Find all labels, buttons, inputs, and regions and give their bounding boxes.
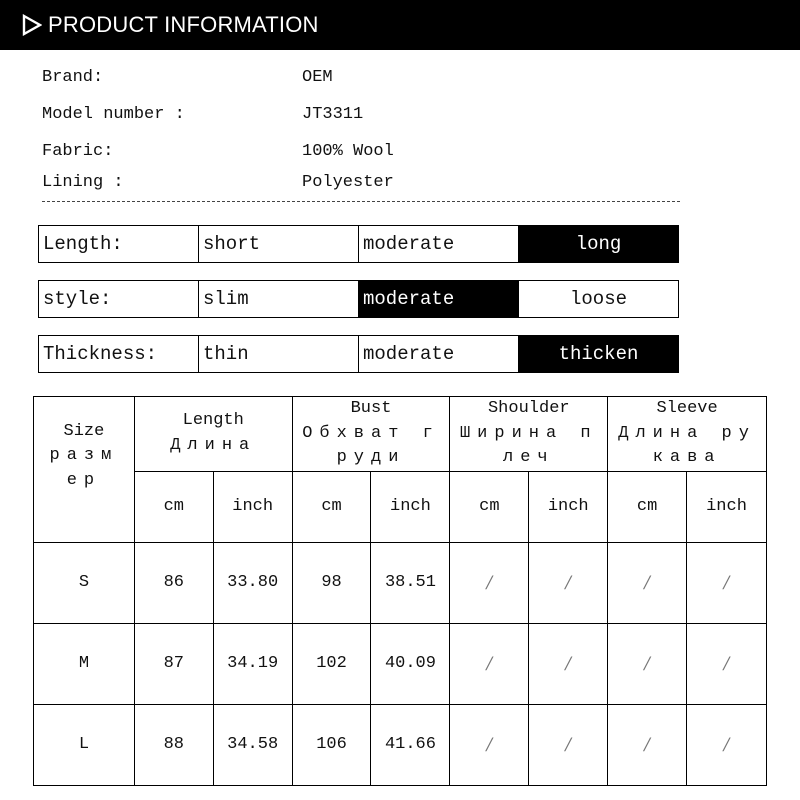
group-header-en: Length (182, 411, 244, 431)
value-cell: 41.66 (371, 704, 450, 785)
size-header-en: Size (63, 421, 105, 441)
info-label: Model number : (42, 105, 185, 124)
attribute-label: style: (39, 281, 199, 317)
attribute-row-style (38, 280, 679, 318)
attribute-option: slim (199, 281, 359, 317)
value-cell: 38.51 (371, 542, 450, 623)
group-header-en: Shoulder (487, 399, 570, 418)
value-cell: / (450, 704, 529, 785)
group-header-ru: леч (503, 448, 555, 468)
value-cell: / (687, 542, 767, 623)
header-bar (0, 0, 800, 50)
size-cell: L (34, 704, 135, 785)
value-cell: 106 (292, 704, 371, 785)
play-triangle-icon (22, 14, 42, 36)
info-label: Brand: (42, 68, 104, 87)
group-header-en: Bust (350, 399, 392, 418)
group-header-ru: Длина ру (618, 423, 756, 443)
value-cell: / (529, 704, 608, 785)
group-header-ru: Обхват г (302, 423, 440, 443)
value-cell: 87 (134, 623, 213, 704)
value-cell: 34.19 (213, 623, 292, 704)
value-cell: / (608, 623, 687, 704)
attribute-row-thickness (38, 335, 679, 373)
info-value: Polyester (302, 173, 394, 192)
attribute-option-selected: moderate (359, 281, 519, 317)
value-cell: / (450, 623, 529, 704)
size-chart-table (33, 396, 767, 786)
value-cell: / (687, 704, 767, 785)
unit-cell: inch (687, 471, 767, 542)
unit-cell: cm (134, 471, 213, 542)
table-header-row (34, 397, 767, 472)
attribute-label: Thickness: (39, 336, 199, 372)
attribute-option: loose (569, 288, 627, 310)
value-cell: 40.09 (371, 623, 450, 704)
attribute-option: thin (199, 336, 359, 372)
attribute-option-selected: long (519, 226, 678, 262)
table-units-row (34, 471, 767, 542)
size-header-ru: разм (49, 446, 119, 466)
header-title: PRODUCT INFORMATION (48, 12, 319, 37)
info-value: 100% Wool (302, 142, 394, 161)
group-header-ru: руди (336, 448, 406, 468)
group-header-en: Sleeve (656, 399, 718, 418)
group-header-ru: кава (652, 448, 722, 468)
unit-cell: cm (450, 471, 529, 542)
group-header-ru: Длина (170, 435, 257, 455)
attribute-option: moderate (359, 336, 519, 372)
group-header-bust (292, 397, 450, 472)
info-value: OEM (302, 68, 333, 87)
value-cell: 33.80 (213, 542, 292, 623)
table-row (34, 623, 767, 704)
value-cell: 88 (134, 704, 213, 785)
size-cell: M (34, 623, 135, 704)
value-cell: / (608, 542, 687, 623)
value-cell: 86 (134, 542, 213, 623)
value-cell: 98 (292, 542, 371, 623)
value-cell: / (450, 542, 529, 623)
value-cell: / (529, 623, 608, 704)
size-cell: S (34, 542, 135, 623)
attribute-row-length (38, 225, 679, 263)
table-row (34, 542, 767, 623)
unit-cell: inch (213, 471, 292, 542)
value-cell: 102 (292, 623, 371, 704)
size-header-cell (34, 397, 135, 543)
group-header-length (134, 397, 292, 472)
group-header-sleeve (608, 397, 767, 472)
value-cell: / (687, 623, 767, 704)
value-cell: / (608, 704, 687, 785)
unit-cell: inch (529, 471, 608, 542)
unit-cell: cm (292, 471, 371, 542)
size-header-ru: ер (66, 470, 102, 490)
info-value: JT3311 (302, 105, 364, 124)
unit-cell: inch (371, 471, 450, 542)
info-label: Fabric: (42, 142, 114, 161)
attribute-label: Length: (39, 226, 199, 262)
dashed-divider (42, 201, 680, 202)
unit-cell: cm (608, 471, 687, 542)
value-cell: / (529, 542, 608, 623)
attribute-option: short (199, 226, 359, 262)
attribute-option: moderate (359, 226, 519, 262)
info-label: Lining : (42, 173, 124, 192)
attribute-option-selected: thicken (519, 336, 678, 372)
value-cell: 34.58 (213, 704, 292, 785)
table-row (34, 704, 767, 785)
group-header-ru: Ширина п (459, 423, 598, 443)
group-header-shoulder (450, 397, 608, 472)
